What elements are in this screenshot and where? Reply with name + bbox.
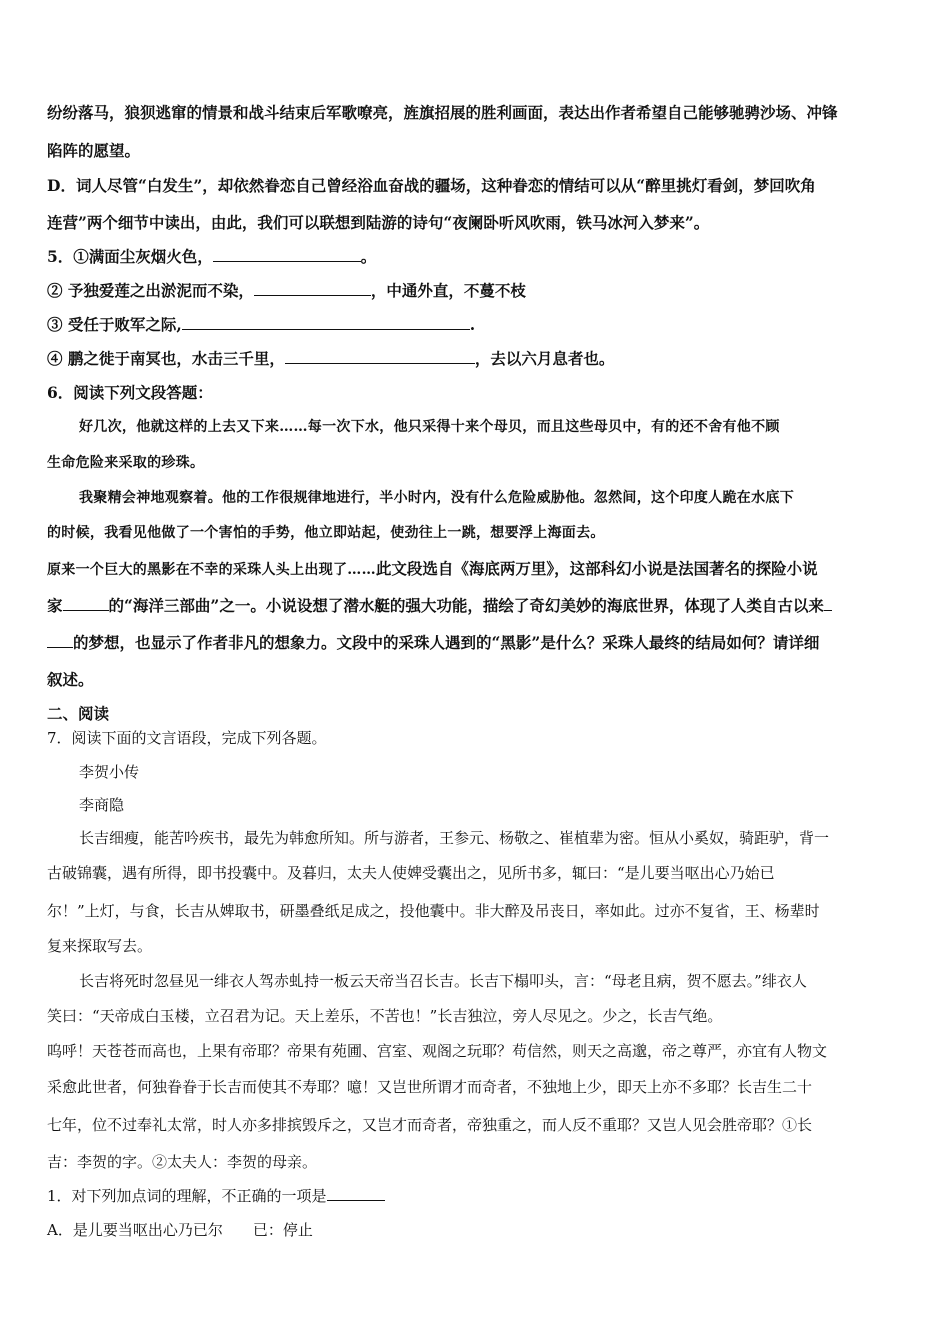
passage-end: 原来一个巨大的黑影在不幸的采珠人头上出现了……: [47, 562, 376, 578]
answer-blank[interactable]: [47, 632, 73, 648]
passage-paragraph: 的时候，我看见他做了一个害怕的手势，他立即站起，使劲往上一跳，想要浮上海面去。: [47, 525, 605, 541]
option-c-continued: 纷纷落马，狼狈逃窜的情景和战斗结束后军歌嘹亮，旌旗招展的胜利画面，表达出作者希望自己能够驰骋沙场、冲锋: [47, 103, 838, 122]
section-heading: 二、阅读: [47, 704, 110, 723]
sub-question-1: [47, 1185, 385, 1206]
sub-question-1-text: 1．对下列加点词的理解，不正确的一项是: [47, 1187, 327, 1205]
answer-blank[interactable]: [213, 246, 361, 262]
classical-paragraph: 尔！”上灯，与食，长吉从婢取书，研墨叠纸足成之，投他囊中。非大醉及吊丧日，率如此。过亦不复省，王、杨辈时: [47, 902, 820, 920]
answer-blank[interactable]: [254, 280, 371, 296]
option-c-end: 陷阵的愿望。: [47, 141, 141, 160]
option-d-continued: 连营”两个细节中读出，由此，我们可以联想到陆游的诗句“夜阑卧听风吹雨，铁马冰河入梦来”。: [47, 213, 710, 232]
question-6-heading: 6．阅读下列文段答题：: [47, 383, 213, 402]
q5-item-2-end: ，中通外直，不蔓不枝: [370, 281, 526, 300]
q5-item-1-text: 5．①满面尘灰烟火色，: [47, 247, 213, 266]
answer-blank[interactable]: [824, 595, 832, 611]
question-7-heading: 7．阅读下面的文言语段，完成下列各题。: [47, 729, 327, 747]
q6-text-part: 的“海洋三部曲”之一。小说设想了潜水艇的强大功能，描绘了奇幻美妙的海底世界，体现了人类自古以来: [108, 596, 824, 615]
classical-paragraph: 笑曰：“天帝成白玉楼，立召君为记。天上差乐，不苦也！”长吉独泣，旁人尽见之。少之，长吉气绝。: [47, 1007, 723, 1025]
q5-item-3-text: ③ 受任于败军之际,: [47, 315, 182, 334]
q5-item-2-text: ② 予独爱莲之出淤泥而不染，: [47, 281, 254, 300]
question-6-prompt-continued: [47, 594, 832, 616]
q5-item-4-end: ，去以六月息者也。: [474, 349, 615, 368]
classical-paragraph: 呜呼！天苍苍而高也，上果有帝耶？帝果有苑圃、宫室、观阁之玩耶？苟信然，则天之高邈，帝之尊严，亦宜有人物文: [47, 1042, 828, 1060]
annotation-note: 吉：李贺的字。②太夫人：李贺的母亲。: [47, 1153, 318, 1171]
classical-paragraph: 古破锦囊，遇有所得，即书投囊中。及暮归，太夫人使婢受囊出之，见所书多，辄曰：“是儿要当呕出心乃始已: [47, 864, 775, 882]
classical-paragraph: 复来探取写去。: [47, 937, 153, 955]
classical-paragraph: 七年，位不过奉礼太常，时人亦多排摈毁斥之，又岂才而奇者，帝独重之，而人反不重耶？又岂人见会胜帝耶？①长: [47, 1116, 813, 1134]
answer-blank[interactable]: [327, 1185, 385, 1201]
answer-blank[interactable]: [182, 314, 470, 330]
option-a: A．是儿要当呕出心乃已尔 已：停止: [47, 1221, 313, 1239]
q5-item-3-end: .: [469, 315, 476, 334]
passage-title: 李贺小传: [79, 763, 140, 781]
classical-paragraph: 采愈此世者，何独眷眷于长吉而使其不寿耶？噫！又岂世所谓才而奇者，不独地上少，即天上亦不多耶？长吉生二十: [47, 1078, 813, 1096]
question-5-item-4: [47, 347, 614, 369]
question-6-prompt-continued: [47, 631, 819, 653]
question-5-item-3: [47, 313, 475, 335]
q5-item-1-end: 。: [360, 247, 377, 266]
answer-blank[interactable]: [285, 348, 475, 364]
passage-author: 李商隐: [79, 796, 125, 814]
passage-paragraph: 生命危险来采取的珍珠。: [47, 455, 205, 471]
classical-paragraph: 长吉将死时忽昼见一绯衣人驾赤虬持一板云天帝当召长吉。长吉下榻叩头，言：“母老且病，贺不愿去。”绯衣人: [79, 972, 807, 990]
question-6-prompt-end: 叙述。: [47, 670, 94, 689]
question-6-prompt: [47, 557, 818, 579]
question-6-text: 此文段选自《海底两万里》，这部科幻小说是法国著名的探险小说: [375, 559, 818, 578]
passage-paragraph: 我聚精会神地观察着。他的工作很规律地进行，半小时内，没有什么危险威胁他。忽然间，这个印度人跪在水底下: [79, 490, 794, 506]
q5-item-4-text: ④ 鹏之徙于南冥也，水击三千里，: [47, 349, 285, 368]
question-5-item-1: [47, 245, 376, 267]
q6-text-part: 的梦想，也显示了作者非凡的想象力。文段中的采珠人遇到的“黑影”是什么？采珠人最终的结局如何？请详细: [73, 633, 820, 652]
passage-paragraph: 好几次，他就这样的上去又下来……每一次下水，他只采得十来个母贝，而且这些母贝中，有的还不舍有他不顾: [79, 419, 780, 435]
q6-text-part: 家: [47, 596, 63, 615]
classical-paragraph: 长吉细瘦，能苦吟疾书，最先为韩愈所知。所与游者，王参元、杨敬之、崔植辈为密。恒从小奚奴，骑距驴，背一: [79, 829, 830, 847]
question-5-item-2: [47, 279, 526, 301]
option-d: D．词人尽管“白发生”，却依然眷恋自己曾经浴血奋战的疆场，这种眷恋的情结可以从“醉里挑灯看剑，梦回吹角: [47, 176, 816, 195]
answer-blank[interactable]: [63, 595, 109, 611]
